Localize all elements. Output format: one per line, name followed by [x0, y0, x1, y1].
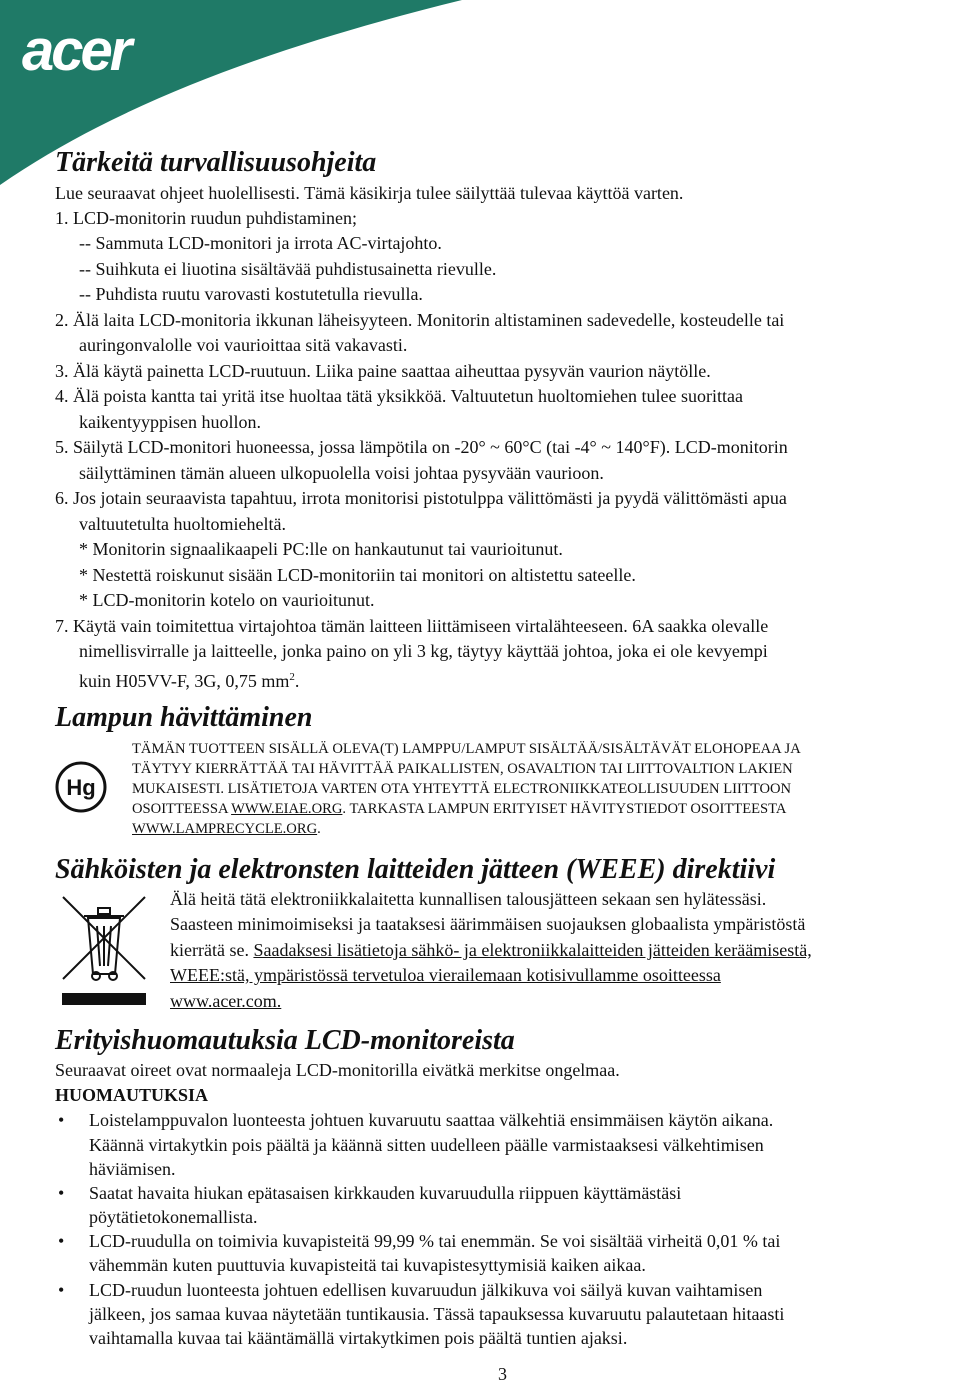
special-heading: Erityishuomautuksia LCD-monitoreista — [55, 1025, 515, 1056]
lamp-line-4-pre: OSOITTEESSA — [132, 801, 232, 817]
safety-intro: Lue seuraavat ohjeet huolellisesti. Tämä käsikirja tulee säilyttää tulevaa käyttöä varten. — [55, 183, 684, 203]
bullet-4-line-3: vaihtamalla kuvaa tai kääntämällä virtakytkimen pois päältä tuntien ajaksi. — [89, 1328, 628, 1348]
safety-item-2: 2. Älä laita LCD-monitoria ikkunan läheisyyteen. Monitorin altistaminen sadevedelle, kosteudelle tai — [55, 310, 785, 330]
weee-line-1: Älä heitä tätä elektroniikkalaitetta kunnallisen talousjätteen sekaan sen hylätessäsi. — [170, 889, 767, 909]
bullet-1-symbol: • — [58, 1110, 65, 1130]
bullet-1-line-1: Loistelamppuvalon luonteesta johtuen kuvaruutu saattaa välkehtiä ensimmäisen käytön aikana. — [89, 1110, 774, 1130]
bullet-3-line-2: vähemmän kuten puuttuvia kuvapisteitä tai kuvapistesyttymisiä kaiken aikaa. — [89, 1255, 646, 1275]
safety-item-6-sub-3: * LCD-monitorin kotelo on vaurioitunut. — [79, 590, 375, 610]
bullet-1-line-2: Käännä virtakytkin pois päältä ja käännä sitten uudelleen päälle varmistaaksesi välkehtimisen — [89, 1135, 764, 1155]
safety-item-5-cont: säilyttäminen tämän alueen ulkopuolella voisi johtaa pysyvään vaurioon. — [79, 463, 604, 483]
special-intro: Seuraavat oireet ovat normaaleja LCD-monitorilla eivätkä merkitse ongelmaa. — [55, 1060, 620, 1080]
lamprecycle-link[interactable]: WWW.LAMPRECYCLE.ORG — [132, 821, 318, 837]
safety-item-7: 7. Käytä vain toimitettua virtajohtoa tämän laitteen liittämiseen virtalähteeseen. 6A saakka olevalle — [55, 616, 769, 636]
superscript: 2 — [289, 671, 295, 683]
bullet-4-symbol: • — [58, 1280, 65, 1300]
weee-line-5 — [170, 989, 281, 1014]
period: . — [294, 671, 300, 691]
page-number: 3 — [498, 1364, 507, 1384]
notes-title: HUOMAUTUKSIA — [55, 1085, 209, 1105]
safety-item-1-step-3: -- Puhdista ruutu varovasti kostutetulla rievulla. — [79, 284, 423, 304]
bullet-2-line-2: pöytätietokonemallista. — [89, 1207, 258, 1227]
acer-logo: acer — [22, 18, 130, 83]
crossed-bin-icon — [60, 894, 148, 1010]
safety-item-2-cont: auringonvalolle voi vaurioittaa sitä vakavasti. — [79, 335, 408, 355]
weee-line-2: Saasteen minimoimiseksi ja taataksesi äärimmäisen suojauksen globaalista ympäristöstä — [170, 914, 806, 934]
safety-item-1-step-1: -- Sammuta LCD-monitori ja irrota AC-virtajohto. — [79, 233, 442, 253]
safety-item-6-sub-1: * Monitorin signaalikaapeli PC:lle on hankautunut tai vaurioitunut. — [79, 539, 563, 559]
lamp-heading: Lampun hävittäminen — [55, 702, 313, 733]
bullet-3-symbol: • — [58, 1231, 65, 1251]
safety-item-7-cont: nimellisvirralle ja laitteelle, jonka paino on yli 3 kg, täytyy käyttää johtoa, joka ei ole kevyempi — [79, 641, 768, 661]
bullet-2-symbol: • — [58, 1183, 65, 1203]
safety-item-6: 6. Jos jotain seuraavista tapahtuu, irrota monitorisi pistotulppa välittömästi ja pyydä välittömästi apua — [55, 488, 787, 508]
safety-item-3: 3. Älä käytä painetta LCD-ruutuun. Liika paine saattaa aiheuttaa pysyvän vaurion näytölle. — [55, 361, 711, 381]
acer-website-link[interactable]: www.acer.com. — [170, 991, 282, 1011]
safety-item-4: 4. Älä poista kantta tai yritä itse huoltaa tätä yksikköä. Valtuutetun huoltomiehen tulee suorittaa — [55, 386, 743, 406]
mercury-icon-label: Hg — [66, 775, 96, 800]
bullet-3-line-1: LCD-ruudulla on toimivia kuvapisteitä 99,99 % tai enemmän. Se voi sisältää virheitä 0,01 % tai — [89, 1231, 781, 1251]
safety-heading: Tärkeitä turvallisuusohjeita — [55, 147, 377, 178]
lamp-line-4 — [132, 799, 786, 819]
mercury-icon — [54, 760, 108, 814]
safety-item-5: 5. Säilytä LCD-monitori huoneessa, jossa lämpötila on -20° ~ 60°C (tai -4° ~ 140°F). LCD-monitorin — [55, 437, 788, 457]
bullet-4-line-1: LCD-ruudun luonteesta johtuen edellisen kuvaruudun jälkikuva voi säilyä kuvan vaihtamisen — [89, 1280, 763, 1300]
safety-item-6-sub-2: * Nestettä roiskunut sisään LCD-monitoriin tai monitori on altistettu sateelle. — [79, 565, 636, 585]
lamp-line-3: MUKAISESTI. LISÄTIETOJA VARTEN OTA YHTEYTTÄ ELECTRONIIKKATEOLLISUUDEN LIITTOON — [132, 781, 792, 797]
cable-spec: kuin H05VV-F, 3G, 0,75 mm — [79, 671, 290, 691]
bullet-4-line-2: jälkeen, jos samaa kuvaa näytetään tuntikausia. Tässä tapauksessa kuvaruutu palautetaan hitaasti — [89, 1304, 785, 1324]
weee-line-3 — [170, 938, 812, 963]
bullet-1-line-3: häviämisen. — [89, 1159, 176, 1179]
bullet-2-line-1: Saatat havaita hiukan epätasaisen kirkkauden kuvaruudulla riippuen käyttämästäsi — [89, 1183, 682, 1203]
safety-item-7-last — [79, 665, 299, 694]
lamp-line-1: TÄMÄN TUOTTEEN SISÄLLÄ OLEVA(T) LAMPPU/LAMPUT SISÄLTÄÄ/SISÄLTÄVÄT ELOHOPEAA JA — [132, 741, 801, 757]
weee-info-link[interactable]: Saadaksesi lisätietoja sähkö- ja elektroniikkalaitteiden jätteiden keräämisestä, — [253, 940, 812, 960]
safety-item-4-cont: kaikentyyppisen huollon. — [79, 412, 261, 432]
safety-item-6-cont: valtuutetulta huoltomieheltä. — [79, 514, 286, 534]
lamp-line-5-post: . — [317, 821, 321, 837]
lamp-line-2: TÄYTYY KIERRÄTTÄÄ TAI HÄVITTÄÄ PAIKALLISTEN, OSAVALTION TAI LIITTOVALTION LAKIEN — [132, 761, 793, 777]
weee-line-3-pre: kierrätä se. — [170, 940, 254, 960]
safety-item-1-step-2: -- Suihkuta ei liuotina sisältävää puhdistusainetta rievulle. — [79, 259, 497, 279]
weee-info-link-cont[interactable]: WEEE:stä, ympäristössä tervetuloa vierailemaan kotisivullamme osoitteessa — [170, 965, 721, 985]
weee-heading: Sähköisten ja elektronsten laitteiden jätteen (WEEE) direktiivi — [55, 854, 776, 885]
weee-line-4 — [170, 963, 721, 988]
lamp-line-4-post: . TARKASTA LAMPUN ERITYISET HÄVITYSTIEDOT OSOITTEESTA — [342, 801, 787, 817]
lamp-line-5 — [132, 819, 321, 839]
eiae-link[interactable]: WWW.EIAE.ORG — [231, 801, 343, 817]
safety-item-1: 1. LCD-monitorin ruudun puhdistaminen; — [55, 208, 357, 228]
